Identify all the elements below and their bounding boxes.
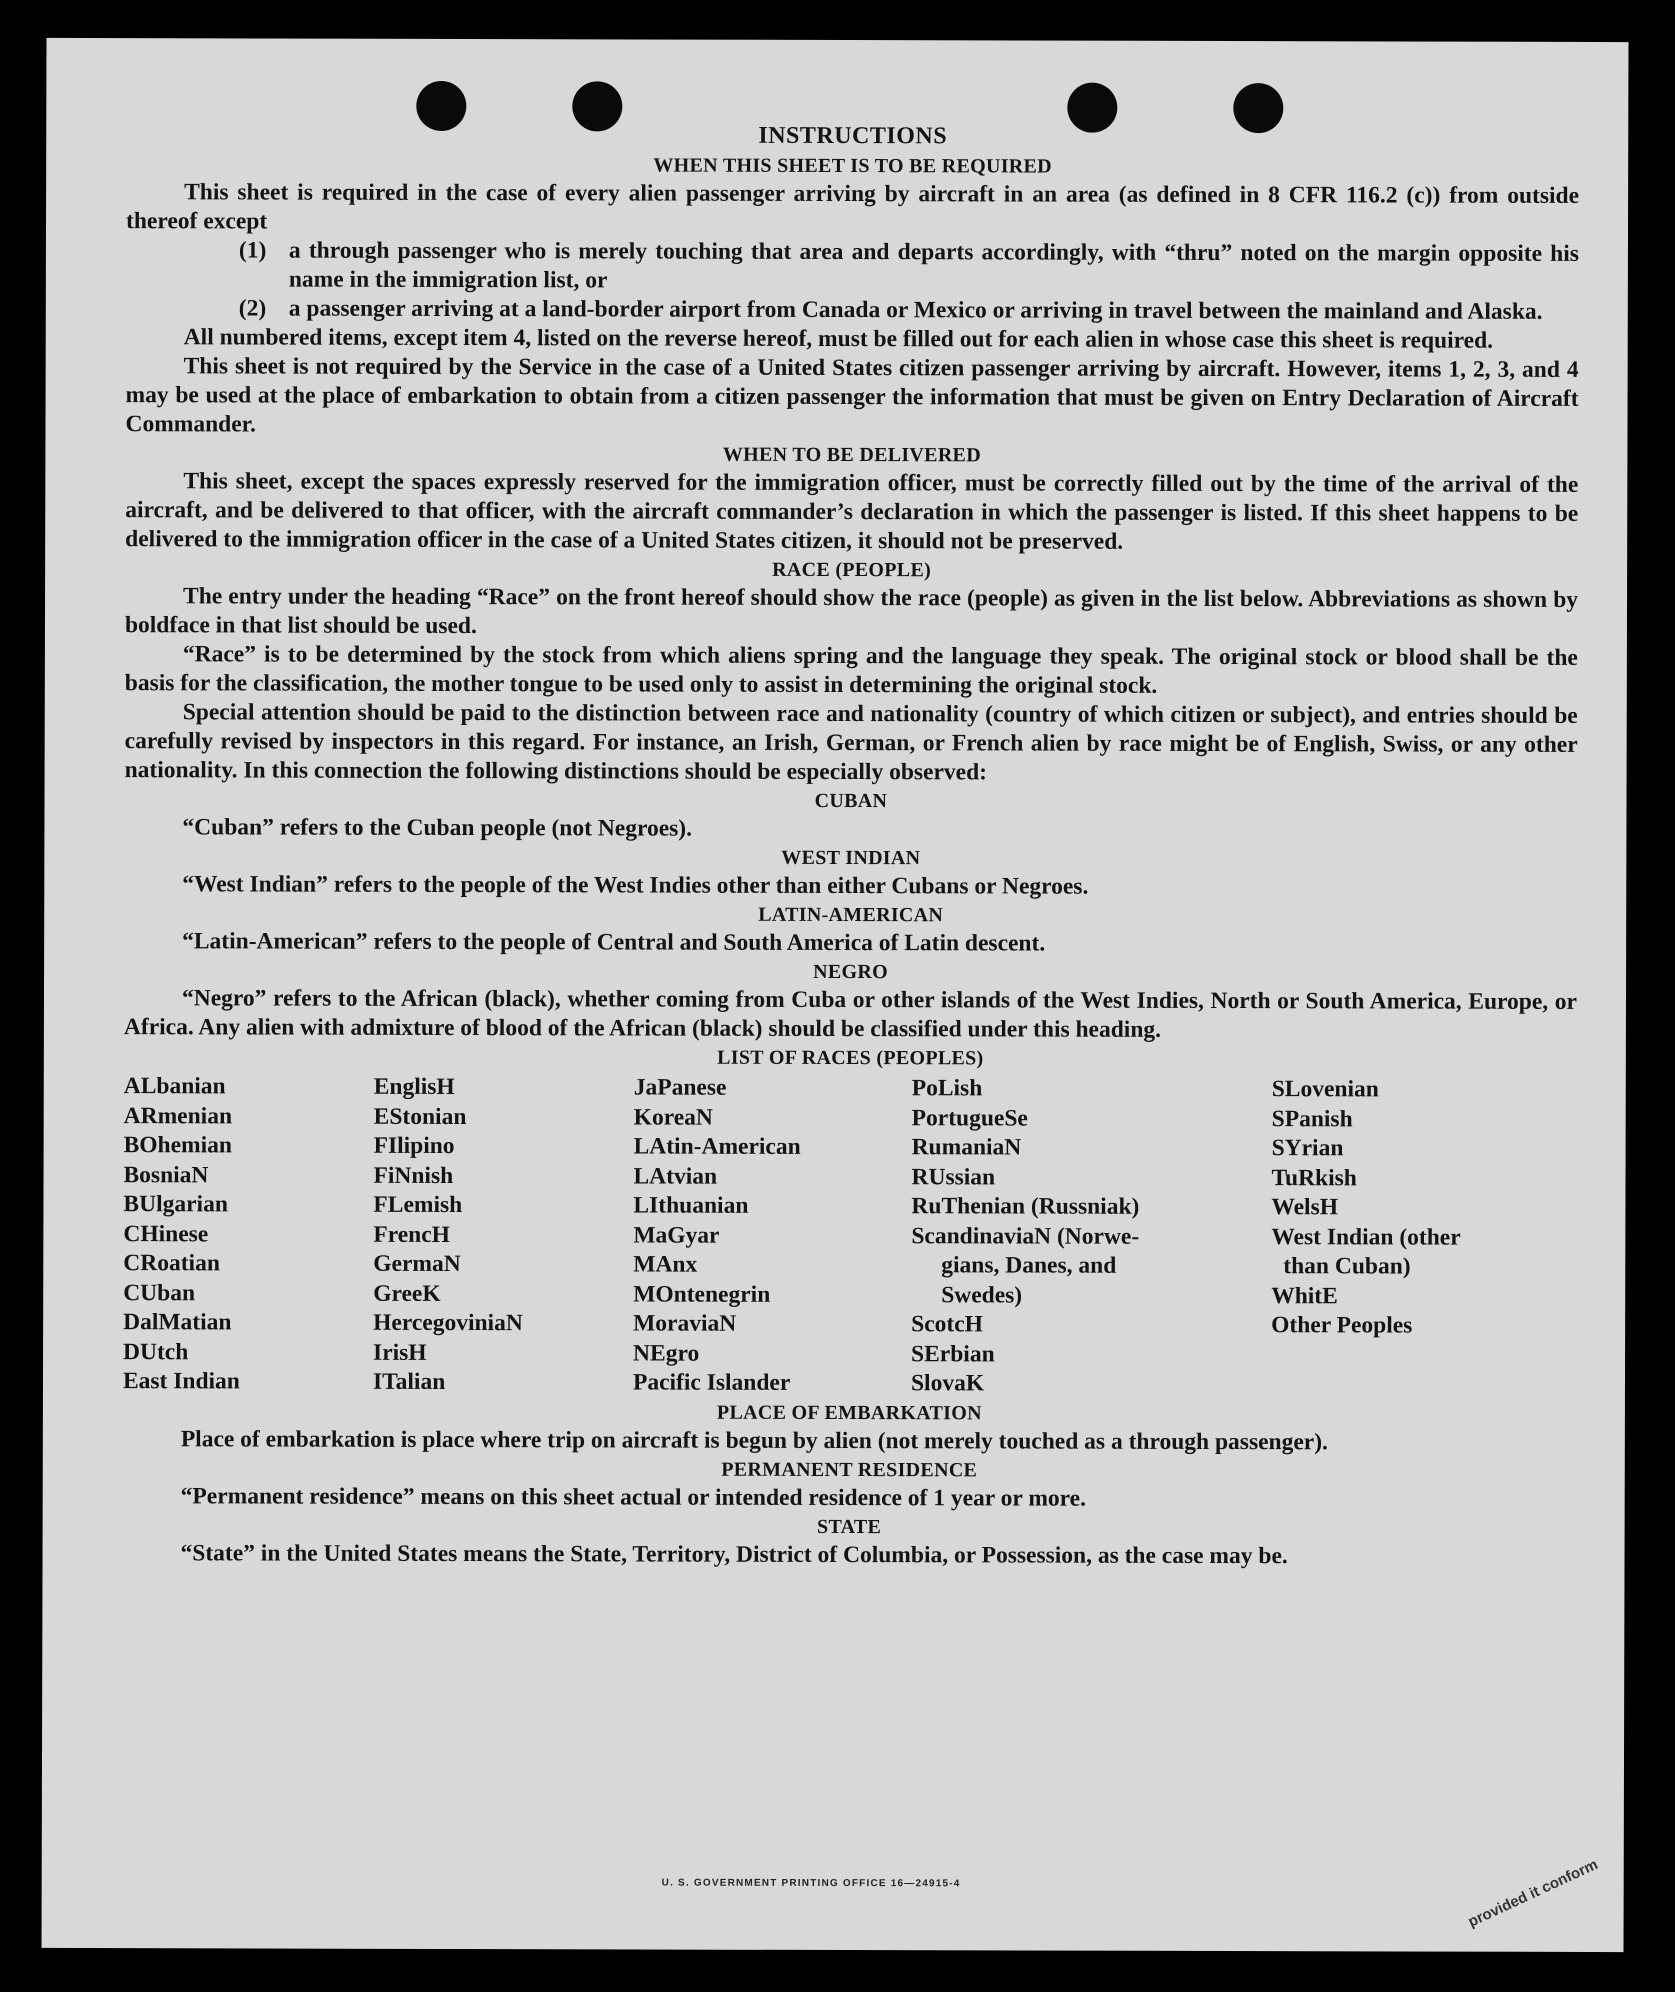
item-text: a passenger arriving at a land-border airport from Canada or Mexico or arriving in travel between the mainland and Alaska. <box>288 295 1543 325</box>
race-entry: BOhemian <box>123 1132 233 1159</box>
race-entry: SlovaK <box>910 1370 985 1397</box>
race-entry: Other Peoples <box>1271 1312 1413 1339</box>
heading-when-delivered: WHEN TO BE DELIVERED <box>722 443 981 467</box>
residence-paragraph: “Permanent residence” means on this sheet actual or intended residence of 1 year or more. <box>180 1482 1087 1512</box>
races-column-4 <box>911 1074 1272 1399</box>
race-entry: MaGyar <box>633 1221 720 1249</box>
race-entry: CHinese <box>123 1220 209 1247</box>
race-entry: KoreaN <box>633 1103 713 1131</box>
heading-west-indian: WEST INDIAN <box>781 846 921 870</box>
race-entry: MoraviaN <box>633 1310 737 1337</box>
heading-negro: NEGRO <box>813 960 889 984</box>
delivered-paragraph: This sheet, except the spaces expressly reserved for the immigration officer, must be correctly filled out by the time of the arrival of the aircraft, and be delivered to that officer, with the aircraft commander’s declaration in which the passenger is listed. If this sheet happens to be delivered to the immigration officer in the case of a United States citizen, it should not be preserved. <box>125 468 1579 555</box>
race-entry: LAtin-American <box>633 1133 801 1160</box>
race-entry-continued: Swedes) <box>941 1281 1023 1308</box>
race-entry: RUssian <box>911 1163 996 1190</box>
races-column-1 <box>123 1072 374 1397</box>
heading-latin-american: LATIN-AMERICAN <box>758 903 944 927</box>
race-paragraph-3: Special attention should be paid to the distinction between race and nationality (country of which citizen or subject), and entries should be carefully revised by inspectors in this regard. For instance, an Irish, German, or French alien by race might be of English, Swiss, or any other nationality. In this connection the following distinctions should be especially observed: <box>124 699 1578 786</box>
heading-race: RACE (PEOPLE) <box>772 558 932 582</box>
race-entry: CRoatian <box>123 1250 220 1277</box>
races-column-2 <box>373 1073 634 1398</box>
document-sheet <box>42 38 1629 1952</box>
heading-list-of-races: LIST OF RACES (PEOPLES) <box>717 1046 984 1070</box>
required-paragraph-2: All numbered items, except item 4, listed on the reverse hereof, must be filled out for each alien in whose case this sheet is required. <box>183 324 1494 354</box>
race-entry: PoLish <box>911 1075 983 1102</box>
race-entry: RumaniaN <box>911 1134 1022 1161</box>
races-column-3 <box>633 1073 912 1398</box>
race-entry: LAtvian <box>633 1162 718 1190</box>
race-entry: FIlipino <box>373 1132 455 1160</box>
printing-office-footer: U. S. GOVERNMENT PRINTING OFFICE 16—24915-4 <box>661 1877 961 1890</box>
race-entry: TuRkish <box>1271 1164 1357 1191</box>
cuban-paragraph: “Cuban” refers to the Cuban people (not Negroes). <box>182 814 693 842</box>
race-entry: IrisH <box>373 1339 427 1366</box>
race-entry: ScandinaviaN (Norwe- <box>911 1222 1140 1250</box>
item-text: a through passenger who is merely touching that area and departs accordingly, with “thru” noted on the margin opposite his name in the immigration list, or <box>288 237 1579 294</box>
race-entry: EStonian <box>373 1103 467 1130</box>
race-entry: LIthuanian <box>633 1192 749 1219</box>
race-entry: SErbian <box>911 1340 995 1367</box>
race-entry: ARmenian <box>123 1102 233 1129</box>
races-list <box>123 1072 1577 1400</box>
heading-state: STATE <box>817 1515 882 1538</box>
required-paragraph-3: This sheet is not required by the Service in the case of a United States citizen passenger arriving by aircraft. However, items 1, 2, 3, and 4 may be used at the place of embarkation to obtain from a citizen passenger the information that must be given on Entry Declaration of Aircraft Commander. <box>125 353 1579 438</box>
race-entry: DalMatian <box>123 1309 232 1336</box>
race-entry: SLovenian <box>1271 1076 1379 1103</box>
page-title: INSTRUCTIONS <box>758 122 948 150</box>
race-entry: MAnx <box>633 1251 698 1278</box>
race-entry: CUban <box>123 1279 196 1306</box>
race-entry: FrencH <box>373 1221 450 1248</box>
west-indian-paragraph: “West Indian” refers to the people of the West Indies other than either Cubans or Negroes. <box>182 871 1089 900</box>
race-entry: NEgro <box>633 1339 700 1367</box>
race-entry: FLemish <box>373 1191 463 1219</box>
race-entry: WelsH <box>1271 1194 1339 1221</box>
item-number: (1) <box>238 237 267 264</box>
race-entry: GreeK <box>373 1280 441 1307</box>
race-entry: Pacific Islander <box>632 1369 791 1396</box>
exception-item-2 <box>126 294 1579 327</box>
races-column-5 <box>1271 1075 1577 1400</box>
race-entry: PortugueSe <box>911 1104 1028 1132</box>
race-entry: DUtch <box>123 1338 189 1365</box>
race-entry: SYrian <box>1271 1135 1344 1162</box>
race-paragraph-2: “Race” is to be determined by the stock from which aliens spring and the language they speak. The original stock or blood shall be the basis for the classification, the mother tongue to be used only to assist in determining the original stock. <box>124 641 1578 699</box>
race-entry: ITalian <box>372 1368 446 1395</box>
race-entry: WhitE <box>1271 1282 1338 1309</box>
race-entry: FiNnish <box>373 1162 454 1189</box>
negro-paragraph: “Negro” refers to the African (black), whether coming from Cuba or other islands of the West Indies, North or South America, Europe, or Africa. Any alien with admixture of blood of the African (black) should be classified under this heading. <box>123 985 1578 1043</box>
race-entry: MOntenegrin <box>633 1280 771 1308</box>
item-number: (2) <box>238 295 267 322</box>
instructions-body <box>122 118 1579 1571</box>
race-entry: EnglisH <box>373 1073 455 1101</box>
race-entry-continued: than Cuban) <box>1283 1253 1411 1280</box>
race-entry: ALbanian <box>123 1073 226 1100</box>
race-entry: East Indian <box>122 1368 240 1395</box>
race-entry: SPanish <box>1271 1105 1353 1132</box>
race-entry: RuThenian (Russniak) <box>911 1193 1140 1220</box>
race-paragraph-1: The entry under the heading “Race” on the front hereof should show the race (people) as given in the list below. Abbreviations as shown by boldface in that list should be used. <box>124 583 1579 640</box>
race-entry: GermaN <box>373 1250 461 1278</box>
race-entry-continued: gians, Danes, and <box>941 1252 1117 1279</box>
state-paragraph: “State” in the United States means the State, Territory, District of Columbia, or Possession, as the case may be. <box>180 1539 1288 1569</box>
exception-item-1 <box>126 236 1579 298</box>
required-intro: This sheet is required in the case of every alien passenger arriving by aircraft in an area (as defined in 8 CFR 116.2 (c)) from outside thereof except <box>125 179 1580 235</box>
race-entry: HercegoviniaN <box>373 1309 523 1337</box>
latin-american-paragraph: “Latin-American” refers to the people of Central and South America of Latin descent. <box>182 928 1046 957</box>
heading-when-required: WHEN THIS SHEET IS TO BE REQUIRED <box>653 154 1052 178</box>
race-entry: BUlgarian <box>123 1191 228 1218</box>
embarkation-paragraph: Place of embarkation is place where trip on aircraft is begun by alien (not merely touched as a through passenger). <box>180 1425 1328 1455</box>
race-entry: ScotcH <box>911 1311 983 1338</box>
heading-cuban: CUBAN <box>814 789 888 813</box>
bleed-through-text: provided it conform <box>1465 1856 1601 1931</box>
heading-permanent-residence: PERMANENT RESIDENCE <box>721 1458 978 1481</box>
race-entry: BosniaN <box>123 1161 209 1188</box>
race-entry: JaPanese <box>633 1074 727 1101</box>
heading-place-of-embarkation: PLACE OF EMBARKATION <box>716 1401 982 1424</box>
race-entry: West Indian (other <box>1271 1223 1461 1251</box>
